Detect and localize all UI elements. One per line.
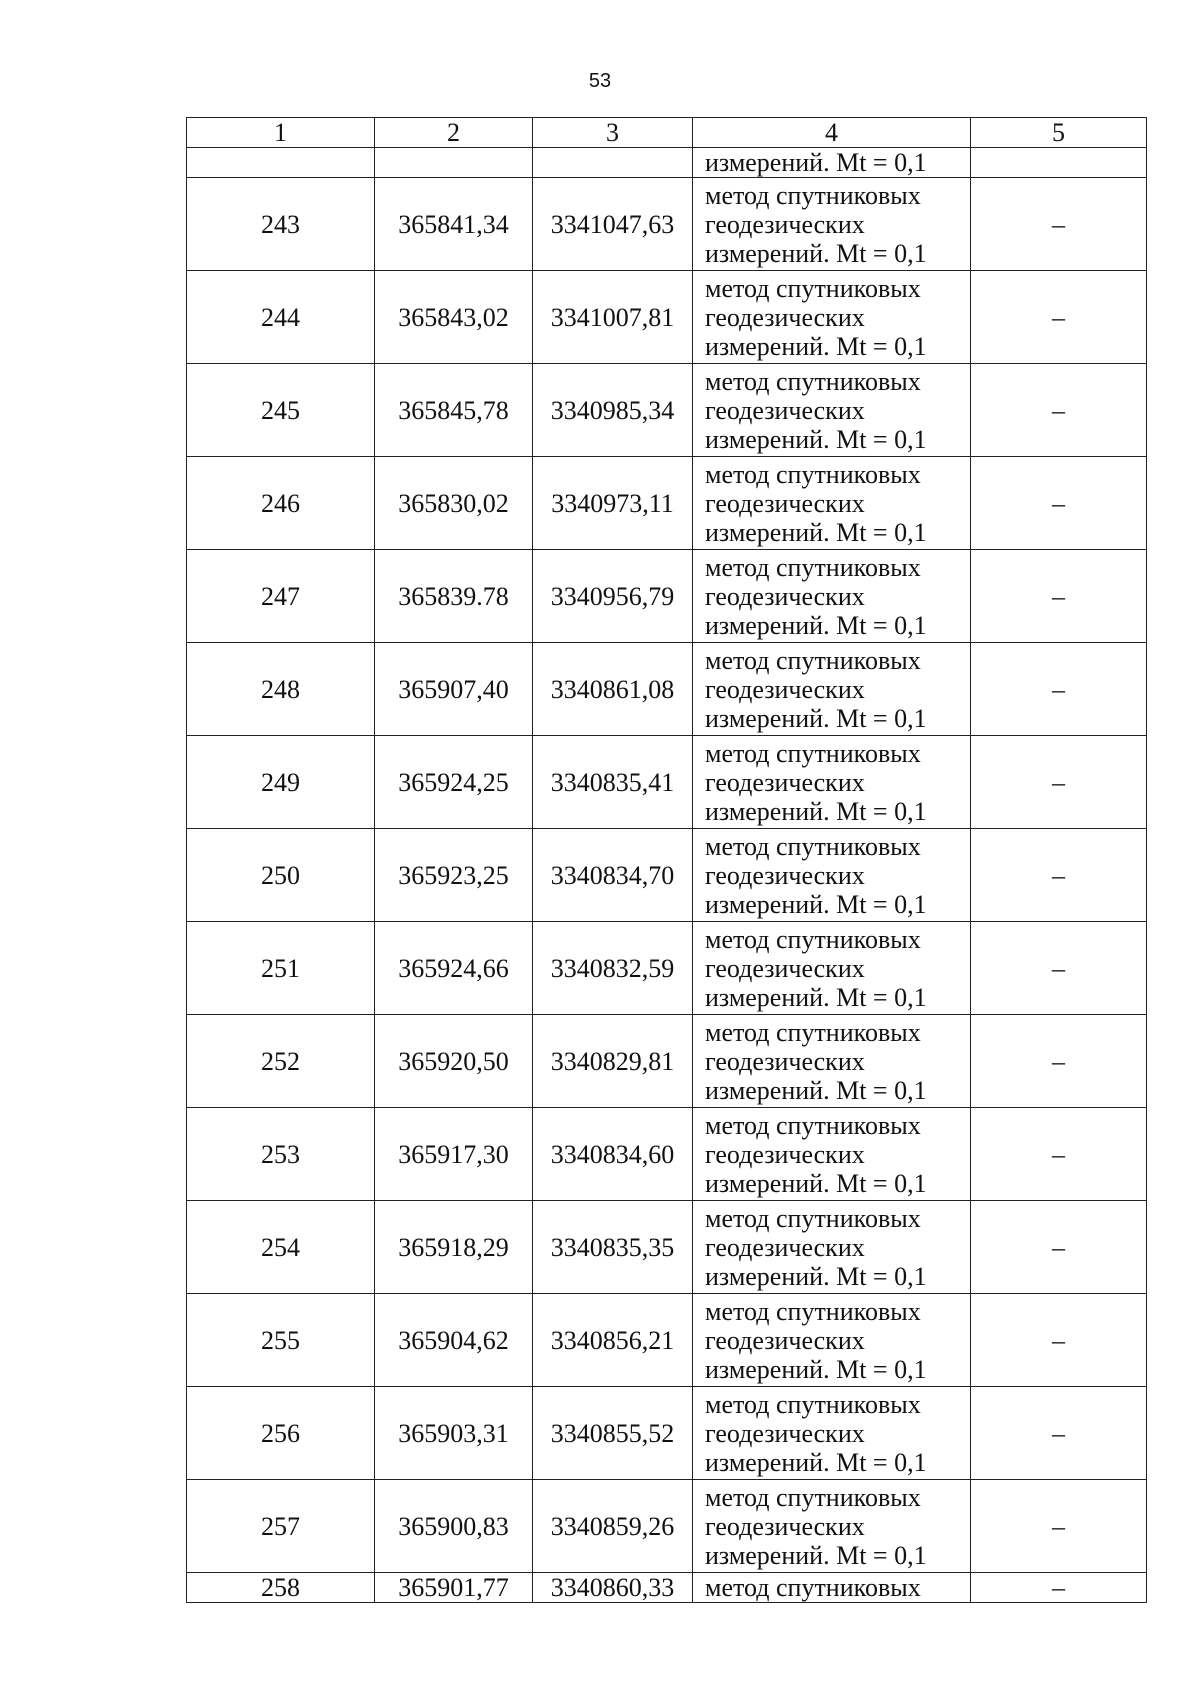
- header-row: [187, 118, 1147, 148]
- method-line: геодезических: [705, 767, 865, 797]
- method-line: геодезических: [705, 1418, 865, 1448]
- point-number-cell: 255: [187, 1294, 375, 1387]
- point-number-cell: 246: [187, 457, 375, 550]
- method-cell: [693, 1573, 971, 1603]
- method-line: геодезических: [705, 209, 865, 239]
- method-line: метод спутниковых: [705, 831, 921, 861]
- method-line: измерений. Mt = 0,1: [705, 148, 927, 177]
- note-cell: –: [971, 922, 1147, 1015]
- x-coordinate-cell: 365830,02: [375, 457, 533, 550]
- point-number-cell: 248: [187, 643, 375, 736]
- method-line: измерений. Mt = 0,1: [705, 1447, 927, 1477]
- method-line: метод спутниковых: [705, 1110, 921, 1140]
- note-cell: –: [971, 364, 1147, 457]
- table-row: [187, 1573, 1147, 1603]
- table-row: [187, 364, 1147, 457]
- note-cell: –: [971, 178, 1147, 271]
- table-row: [187, 178, 1147, 271]
- table-row: [187, 1108, 1147, 1201]
- method-line: метод спутниковых: [705, 1017, 921, 1047]
- method-line: метод спутниковых: [705, 1573, 921, 1602]
- page-number: 53: [588, 70, 612, 92]
- method-line: метод спутниковых: [705, 1203, 921, 1233]
- column-header-4: 4: [693, 118, 971, 148]
- x-coordinate-cell: 365924,25: [375, 736, 533, 829]
- method-line: метод спутниковых: [705, 1482, 921, 1512]
- point-number-cell: 256: [187, 1387, 375, 1480]
- table-row: [187, 271, 1147, 364]
- method-cell: [693, 1387, 971, 1480]
- method-cell: [693, 457, 971, 550]
- method-cell: [693, 271, 971, 364]
- method-line: метод спутниковых: [705, 459, 921, 489]
- method-cell: [693, 829, 971, 922]
- method-line: измерений. Mt = 0,1: [705, 1354, 927, 1384]
- y-coordinate-cell: 3340835,41: [533, 736, 693, 829]
- method-line: измерений. Mt = 0,1: [705, 703, 927, 733]
- method-line: метод спутниковых: [705, 738, 921, 768]
- note-cell: –: [971, 550, 1147, 643]
- method-line: измерений. Mt = 0,1: [705, 424, 927, 454]
- method-line: геодезических: [705, 302, 865, 332]
- coordinates-table: [186, 117, 1147, 1603]
- note-cell: –: [971, 643, 1147, 736]
- method-line: метод спутниковых: [705, 1296, 921, 1326]
- note-cell: –: [971, 1573, 1147, 1603]
- method-line: измерений. Mt = 0,1: [705, 610, 927, 640]
- y-coordinate-cell: [533, 148, 693, 178]
- note-cell: –: [971, 1108, 1147, 1201]
- point-number-cell: 244: [187, 271, 375, 364]
- table-row: [187, 922, 1147, 1015]
- table-row: [187, 736, 1147, 829]
- note-cell: –: [971, 829, 1147, 922]
- note-cell: –: [971, 271, 1147, 364]
- method-cell: [693, 550, 971, 643]
- x-coordinate-cell: 365924,66: [375, 922, 533, 1015]
- method-line: геодезических: [705, 1511, 865, 1541]
- table-row: [187, 829, 1147, 922]
- method-line: геодезических: [705, 1139, 865, 1169]
- method-line: метод спутниковых: [705, 273, 921, 303]
- x-coordinate-cell: 365900,83: [375, 1480, 533, 1573]
- note-cell: –: [971, 1387, 1147, 1480]
- point-number-cell: 250: [187, 829, 375, 922]
- method-line: измерений. Mt = 0,1: [705, 1075, 927, 1105]
- table-row: [187, 457, 1147, 550]
- y-coordinate-cell: 3340973,11: [533, 457, 693, 550]
- note-cell: –: [971, 1201, 1147, 1294]
- method-line: измерений. Mt = 0,1: [705, 1540, 927, 1570]
- table-row: [187, 643, 1147, 736]
- y-coordinate-cell: 3340859,26: [533, 1480, 693, 1573]
- method-cell: [693, 1294, 971, 1387]
- point-number-cell: 253: [187, 1108, 375, 1201]
- table-row: [187, 550, 1147, 643]
- table-row: [187, 1294, 1147, 1387]
- method-line: измерений. Mt = 0,1: [705, 982, 927, 1012]
- method-line: метод спутниковых: [705, 366, 921, 396]
- method-cell: [693, 643, 971, 736]
- method-line: измерений. Mt = 0,1: [705, 1168, 927, 1198]
- note-cell: –: [971, 1294, 1147, 1387]
- table-row: [187, 1201, 1147, 1294]
- point-number-cell: 245: [187, 364, 375, 457]
- y-coordinate-cell: 3340956,79: [533, 550, 693, 643]
- x-coordinate-cell: 365907,40: [375, 643, 533, 736]
- x-coordinate-cell: 365843,02: [375, 271, 533, 364]
- y-coordinate-cell: 3340861,08: [533, 643, 693, 736]
- method-cell: [693, 922, 971, 1015]
- method-line: геодезических: [705, 581, 865, 611]
- x-coordinate-cell: 365841,34: [375, 178, 533, 271]
- method-line: метод спутниковых: [705, 924, 921, 954]
- method-line: измерений. Mt = 0,1: [705, 331, 927, 361]
- y-coordinate-cell: 3340855,52: [533, 1387, 693, 1480]
- method-line: геодезических: [705, 488, 865, 518]
- x-coordinate-cell: 365845,78: [375, 364, 533, 457]
- method-line: измерений. Mt = 0,1: [705, 796, 927, 826]
- y-coordinate-cell: 3340829,81: [533, 1015, 693, 1108]
- method-cell: [693, 1015, 971, 1108]
- column-header-1: 1: [187, 118, 375, 148]
- method-cell: [693, 736, 971, 829]
- y-coordinate-cell: 3340856,21: [533, 1294, 693, 1387]
- method-line: метод спутниковых: [705, 180, 921, 210]
- method-cell: [693, 1480, 971, 1573]
- method-cell: [693, 178, 971, 271]
- x-coordinate-cell: 365839.78: [375, 550, 533, 643]
- point-number-cell: 254: [187, 1201, 375, 1294]
- x-coordinate-cell: 365904,62: [375, 1294, 533, 1387]
- note-cell: [971, 148, 1147, 178]
- method-line: геодезических: [705, 1046, 865, 1076]
- x-coordinate-cell: 365903,31: [375, 1387, 533, 1480]
- point-number-cell: 257: [187, 1480, 375, 1573]
- method-line: измерений. Mt = 0,1: [705, 517, 927, 547]
- y-coordinate-cell: 3340834,70: [533, 829, 693, 922]
- x-coordinate-cell: [375, 148, 533, 178]
- note-cell: –: [971, 1480, 1147, 1573]
- method-cell: [693, 1108, 971, 1201]
- method-cell: [693, 1201, 971, 1294]
- method-line: метод спутниковых: [705, 552, 921, 582]
- method-cell: [693, 148, 971, 178]
- method-cell: [693, 364, 971, 457]
- method-line: геодезических: [705, 395, 865, 425]
- method-line: измерений. Mt = 0,1: [705, 889, 927, 919]
- y-coordinate-cell: 3340835,35: [533, 1201, 693, 1294]
- method-line: геодезических: [705, 860, 865, 890]
- note-cell: –: [971, 457, 1147, 550]
- method-line: геодезических: [705, 674, 865, 704]
- y-coordinate-cell: 3340834,60: [533, 1108, 693, 1201]
- note-cell: –: [971, 1015, 1147, 1108]
- column-header-3: 3: [533, 118, 693, 148]
- method-line: измерений. Mt = 0,1: [705, 1261, 927, 1291]
- note-cell: –: [971, 736, 1147, 829]
- point-number-cell: 252: [187, 1015, 375, 1108]
- table-row: [187, 1015, 1147, 1108]
- y-coordinate-cell: 3340985,34: [533, 364, 693, 457]
- point-number-cell: 251: [187, 922, 375, 1015]
- x-coordinate-cell: 365920,50: [375, 1015, 533, 1108]
- y-coordinate-cell: 3340832,59: [533, 922, 693, 1015]
- table-row: [187, 1387, 1147, 1480]
- point-number-cell: 243: [187, 178, 375, 271]
- method-line: метод спутниковых: [705, 1389, 921, 1419]
- x-coordinate-cell: 365923,25: [375, 829, 533, 922]
- table-body: [187, 148, 1147, 1603]
- method-line: геодезических: [705, 953, 865, 983]
- point-number-cell: 249: [187, 736, 375, 829]
- column-header-5: 5: [971, 118, 1147, 148]
- x-coordinate-cell: 365917,30: [375, 1108, 533, 1201]
- column-header-2: 2: [375, 118, 533, 148]
- y-coordinate-cell: 3340860,33: [533, 1573, 693, 1603]
- table-row: [187, 1480, 1147, 1573]
- y-coordinate-cell: 3341007,81: [533, 271, 693, 364]
- method-line: геодезических: [705, 1232, 865, 1262]
- point-number-cell: [187, 148, 375, 178]
- table-row-continued: [187, 148, 1147, 178]
- method-line: метод спутниковых: [705, 645, 921, 675]
- method-line: геодезических: [705, 1325, 865, 1355]
- point-number-cell: 258: [187, 1573, 375, 1603]
- x-coordinate-cell: 365901,77: [375, 1573, 533, 1603]
- method-line: измерений. Mt = 0,1: [705, 238, 927, 268]
- x-coordinate-cell: 365918,29: [375, 1201, 533, 1294]
- point-number-cell: 247: [187, 550, 375, 643]
- y-coordinate-cell: 3341047,63: [533, 178, 693, 271]
